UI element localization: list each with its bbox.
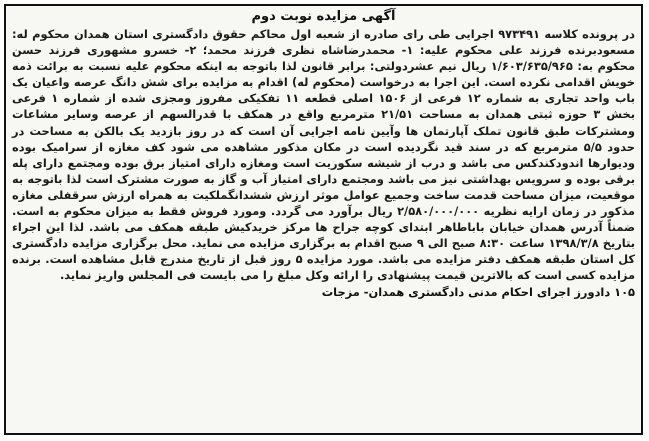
notice-signature: ۱۰۵ دادورز اجرای احکام مدنی دادگستری همدان- مزجات <box>321 284 635 299</box>
notice-title: آگهی مزایده نوبت دوم <box>251 9 396 24</box>
auction-notice <box>4 4 643 435</box>
notice-body: در پرونده کلاسه ۹۷۳۴۹۱ اجرایی طی رای صادره از شعبه اول محاکم حقوق دادگستری استان همدان محکوم له: مسعودبرنده فرزند علی محکوم علیه: ۱- محمدرضاشاه نظری فرزند محمد؛ ۲- خسرو مشهوری فرزند حسن محکوم به: ۱/۶۰۳/۶۳۵/۹۶۵ ریال نیم عشردولتی: برابر قانون لذا باتوجه به اینکه محکوم علیه نسبت به برائت ذمه خویش اقدامی نکرده است. این اجرا به درخواست (محکوم له) اقدام به مزایده برای شش دانگ عرصه واعیان یک باب واحد تجاری به شماره ۱۲ فرعی از ۱۵۰۶ اصلی قطعه ۱۱ تفکیکی مفروز ومجزی شده از شماره ۱ فرعی بخش ۳ حوزه ثبتی همدان به مساحت ۲۱/۵۱ مترمربع واقع در همکف با قدرالسهم از عرصه وسایر مشاعات ومشترکات طبق قانون تملک آپارتمان ها وآیین نامه اجرایی آن است که در روز بازدید یک بالکن به مساحت در حدود ۵/۵ مترمربع که در سند قید نگردیده است در مکان مذکور مشاهده می شود کف مغازه از سرامیک بوده ودیوارها اندودکندکس می باشد و درب از شیشه سکوریت است ومغازه دارای امتیاز برق بوده ومجتمع دارای پله برقی بوده و سرویس بهداشتی نیز می باشد ومجتمع دارای امتیاز آب و گاز به صورت مشترک است لذا باتوجه به موقعیت، میزان مساحت قدمت ساخت وجمیع عوامل موثر ارزش ششدانگملکیت به همراه ارزش سرقفلی مغازه مذکور در زمان ارایه نظریه ۲/۵۸۰/۰۰۰/۰۰۰ ریال برآورد می گردد. ومورد فروش فقط به میزان محکوم به است. ضمناً آدرس همدان خیابان باباطاهر ابتدای کوچه جراح ها مرکز خریدکیش طبقه همکف می باشد. لذا این اجراء بتاریخ ۱۳۹۸/۳/۸ ساعت ۸:۳۰ صبح الی ۹ صبح اقدام به برگزاری مزایده می نماید. محل برگزاری مزایده دادگستری کل استان طبقه همکف دفتر مزایده می باشد. مورد مزایده ۵ روز قبل از تاریخ مندرج قابل مشاهده است. برنده مزایده کسی است که بالاترین قیمت پیشنهادی را ارائه وکل مبلغ را می بایست فی المجلس واریز نماید. <box>12 27 635 283</box>
